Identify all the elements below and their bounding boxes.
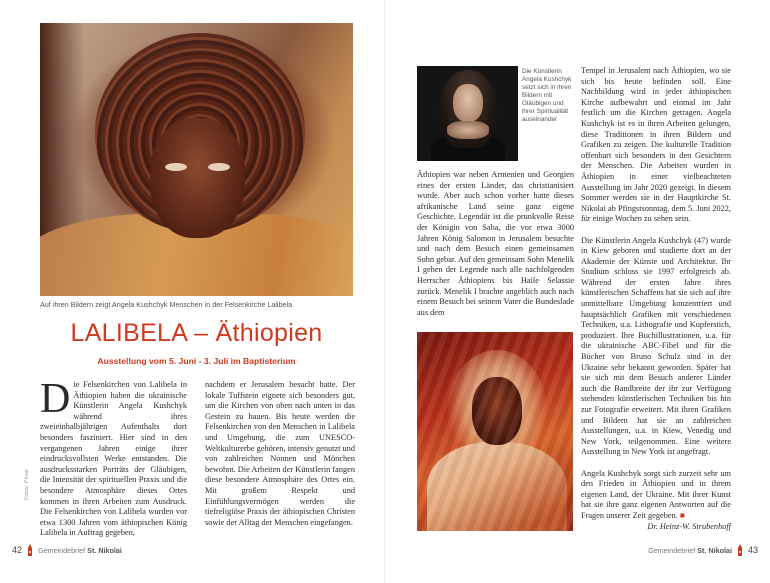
column-1-text: ie Felsenkirchen von Lalibela in Äthiopien haben die ukrainische Künstlerin Angela Kushchyk während ihres zweieinhalbjährigen Aufenthalts dort besonders fasziniert. Hier sind in den vergangenen Jahren einige ihrer eindrucksvollsten Werke entstanden. Die ausdrucksstarken Porträts der Gläubigen, die Intensität der spirituellen Praxis und die besondere Atmosphäre dieses Ortes kommen in ihren Arbeiten zum Ausdruck. Die Felsenkirchen von Lalibela wurden vor etwa 1300 Jahren vom äthiopischen König Lalibela in Auftrag gegeben,: [40, 380, 187, 538]
drop-cap: D: [40, 376, 71, 422]
article-subhead: Ausstellung vom 5. Juni - 3. Juli im Baptisterium: [97, 356, 296, 366]
column-4-paragraph-2: Die Künstlerin Angela Kushchyk (47) wurde in Kiew geboren und studierte dort an der Akademie der Künste und Architektur. Ihr Studium schloss sie 1997 erfolgreich ab. Während der ersten Jahre ihres künstlerischen Schaffens hat sie sich auf ihre unmittelbare Umgebung konzentriert und hauptsächlich Grafiken mit verschiedenen Techniken, u.a. Lithografie und Kupferstich, produziert. Ihre Buchillustrationen, u.a. für die ukrainische ABC-Fibel und für die Bücher von Bruno Schulz sind in der Ukraine sehr bekannt geworden. Später hat sie sich mit dem Besuch anderer Länder auch die Bandbreite der ihr zur Verfügung stehenden künstlerischen Techniken bis hin zur Fotografie erweitert. Mit ihren Grafiken und Bildern hat sie an zahlreichen Ausstellungen, u.a. in Kiew, Venedig und New York, teilgenommen. Eine weitere Ausstellung in New York ist angefragt.: [581, 235, 731, 457]
artist-portrait-photo: [417, 66, 518, 161]
main-image-caption: Auf ihren Bildern zeigt Angela Kushchyk Menschen in der Felsenkirche Lalibela: [40, 300, 293, 309]
article-column-4: [581, 66, 731, 532]
lalibela-painting-main: [40, 23, 353, 296]
column-4-paragraph-1: Tempel in Jerusalem nach Äthiopien, wo sie sich bis heute befinden soll. Eine Nachbildung wird in jeder äthiopischen Kirche aufbewahrt und einmal im Jahr festlich um die Kirchen getragen. Angela Kushchyk ist es in ihren Arbeiten gelungen, diese Traditionen in ihren Bildern und Grafiken zu zeigen. Die kulturelle Tradition offenbart sich besonders in den Gesichtern der Menschen. Die Arbeiten wurden in Äthiopien in einer vielbeachteten Ausstellung im Jahr 2020 gezeigt. In diesem Sommer werden sie in der Hauptkirche St. Nikolai ab Pfingstsonntag, dem 5. Juni 2022, für einige Wochen zu sehen sein.: [581, 66, 731, 224]
end-mark: ■: [679, 510, 685, 520]
closing-text: Angela Kushchyk sorgt sich zurzeit sehr um den Frieden in Äthiopien und in ihrem eigenen Land, der Ukraine. Mit ihrer Kunst hat sie ihre ganz eigenen Antworten auf die Fragen unserer Zeit gegeben.: [581, 468, 731, 520]
footer-brand-name-left: St. Nikolai: [87, 545, 122, 555]
church-tower-icon: [736, 544, 744, 556]
article-column-1: [40, 376, 187, 539]
column-2-text: nachdem er Jerusalem besucht hatte. Der lokale Tuffstein eignete sich besonders gut, um die Kirchen von oben nach unten in das Gestein zu hauen. Bis heute werden die Felsenkirchen von den Menschen in Lalibela und Umgebung, die zum UNESCO-Weltkulturerbe gehören, intensiv genutzt und von zahlreichen Nonnen und Mönchen bewohnt. Die Arbeiten der Künstlerin fangen diese besondere Atmosphäre des Ortes ein. Mit großem Respekt und Einfühlungsvermögen werden die tiefreligiöse Praxis der äthiopischen Christen sowie der Alltag der Menschen eingefangen.: [205, 380, 355, 527]
footer-brand-name-right: St. Nikolai: [697, 545, 732, 555]
photo-credit: Fotos: Privat: [24, 469, 30, 500]
lalibela-painting-red: [417, 332, 573, 531]
footer-left: [12, 544, 122, 556]
page-gutter: [384, 0, 386, 583]
footer-brand-prefix-left: Gemeindebrief: [38, 545, 86, 555]
article-column-2: [205, 380, 355, 528]
footer-brand-left: [38, 546, 122, 555]
column-4-paragraph-3: [581, 469, 731, 522]
footer-right: [648, 544, 758, 556]
author-signature: Dr. Heinz-W. Strubenhoff: [647, 521, 731, 531]
article-column-3: [417, 170, 574, 318]
article-headline: LALIBELA – Äthiopien: [70, 319, 323, 347]
footer-brand-right: [648, 546, 732, 555]
portrait-caption: Die Künstlerin Angela Kushchyk setzt sich in ihren Bildern mit Gläubigen und ihrer Spiritualität auseinander: [522, 68, 572, 123]
page-number-left: 42: [12, 545, 23, 555]
page-number-right: 43: [747, 545, 758, 555]
footer-brand-prefix-right: Gemeindebrief: [648, 545, 696, 555]
column-3-text: Äthiopien war neben Armenien und Georgien eines der ersten Länder, das christianisiert wurde. Aber auch schon vorher hatte dieses afrikanische Land seine ganz eigene Geschichte. Legendär ist die prunkvolle Reise der Königin von Saba, die vor etwa 3000 Jahren König Salomon in Jerusalem besuchte und nach dem Besuch einen gemeinsamen Sohn gebar. Auf den gemeinsam Sohn Menelik I gehen der Legende nach alle nachfolgenden Herrscher Äthiopiens bis Haile Selassie zurück. Menelik I brachte angeblich auch nach einem Besuch bei seinem Vater die Bundeslade aus dem: [417, 170, 574, 317]
church-tower-icon: [26, 544, 34, 556]
